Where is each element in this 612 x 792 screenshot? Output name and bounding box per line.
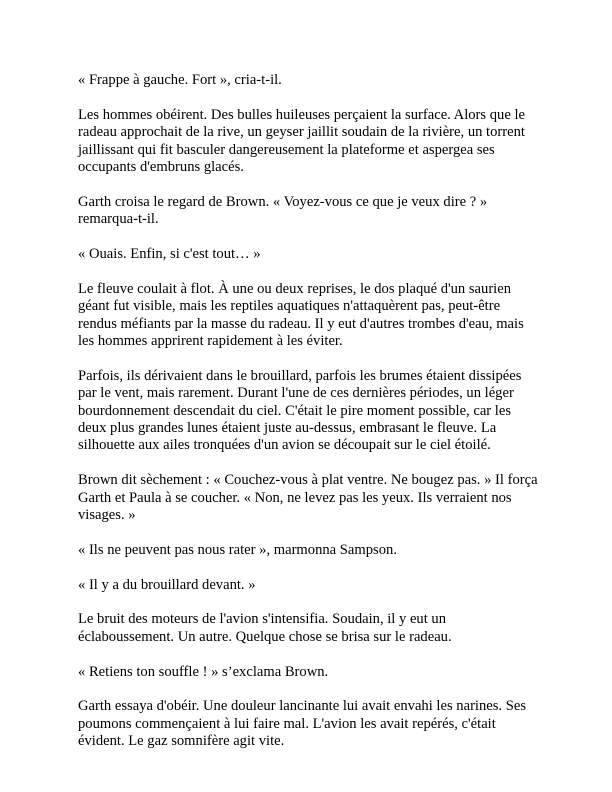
paragraph: Parfois, ils dérivaient dans le brouillard, parfois les brumes étaient dissipées par le vent, mais rarement. Durant l'une de ces dernières périodes, un léger bourdonnement descendait du ciel. C'était le pire moment possible, car les deux plus grandes lunes étaient juste au-dessus, embrasant le fleuve. La silhouette aux ailes tronquées d'un avion se découpait sur le ciel étoilé. (78, 367, 522, 454)
paragraph: Garth croisa le regard de Brown. « Voyez-vous ce que je veux dire ? » remarqua-t-il. (78, 193, 488, 228)
paragraph: « Frappe à gauche. Fort », cria-t-il. (78, 72, 282, 88)
paragraph: « Ouais. Enfin, si c'est tout… » (78, 246, 261, 263)
paragraph: « Ils ne peuvent pas nous rater », marmonna Sampson. (78, 541, 397, 558)
paragraph: Les hommes obéirent. Des bulles huileuses perçaient la surface. Alors que le radeau approchait de la rive, un geyser jaillit soudain de la rivière, un torrent jaillissant qui fit basculer dangereusement la plateforme et aspergea ses occupants d'embruns glacés. (78, 106, 525, 176)
paragraph: Garth essaya d'obéir. Une douleur lancinante lui avait envahi les narines. Ses poumons commençaient à lui faire mal. L'avion les avait repérés, c'était évident. Le gaz somnifère agit vite. (78, 698, 527, 750)
paragraph: Le bruit des moteurs de l'avion s'intensifia. Soudain, il y eut un éclaboussement. Un autre. Quelque chose se brisa sur le radeau. (78, 611, 452, 645)
paragraph: Brown dit sèchement : « Couchez-vous à plat ventre. Ne bougez pas. » Il força Garth et Paula à se coucher. « Non, ne levez pas les yeux. Ils verraient nos visages. » (78, 472, 538, 524)
paragraph: « Il y a du brouillard devant. » (78, 576, 256, 593)
paragraph: Le fleuve coulait à flot. À une ou deux reprises, le dos plaqué d'un saurien géant fut visible, mais les reptiles aquatiques n'attaquèrent pas, peut-être rendus méfiants par la masse du radeau. Il y eut d'autres trombes d'eau, mais les hommes apprirent rapidement à les éviter. (78, 280, 524, 350)
body-text (78, 72, 540, 768)
paragraph: « Retiens ton souffle ! » s’exclama Brown. (78, 663, 329, 680)
